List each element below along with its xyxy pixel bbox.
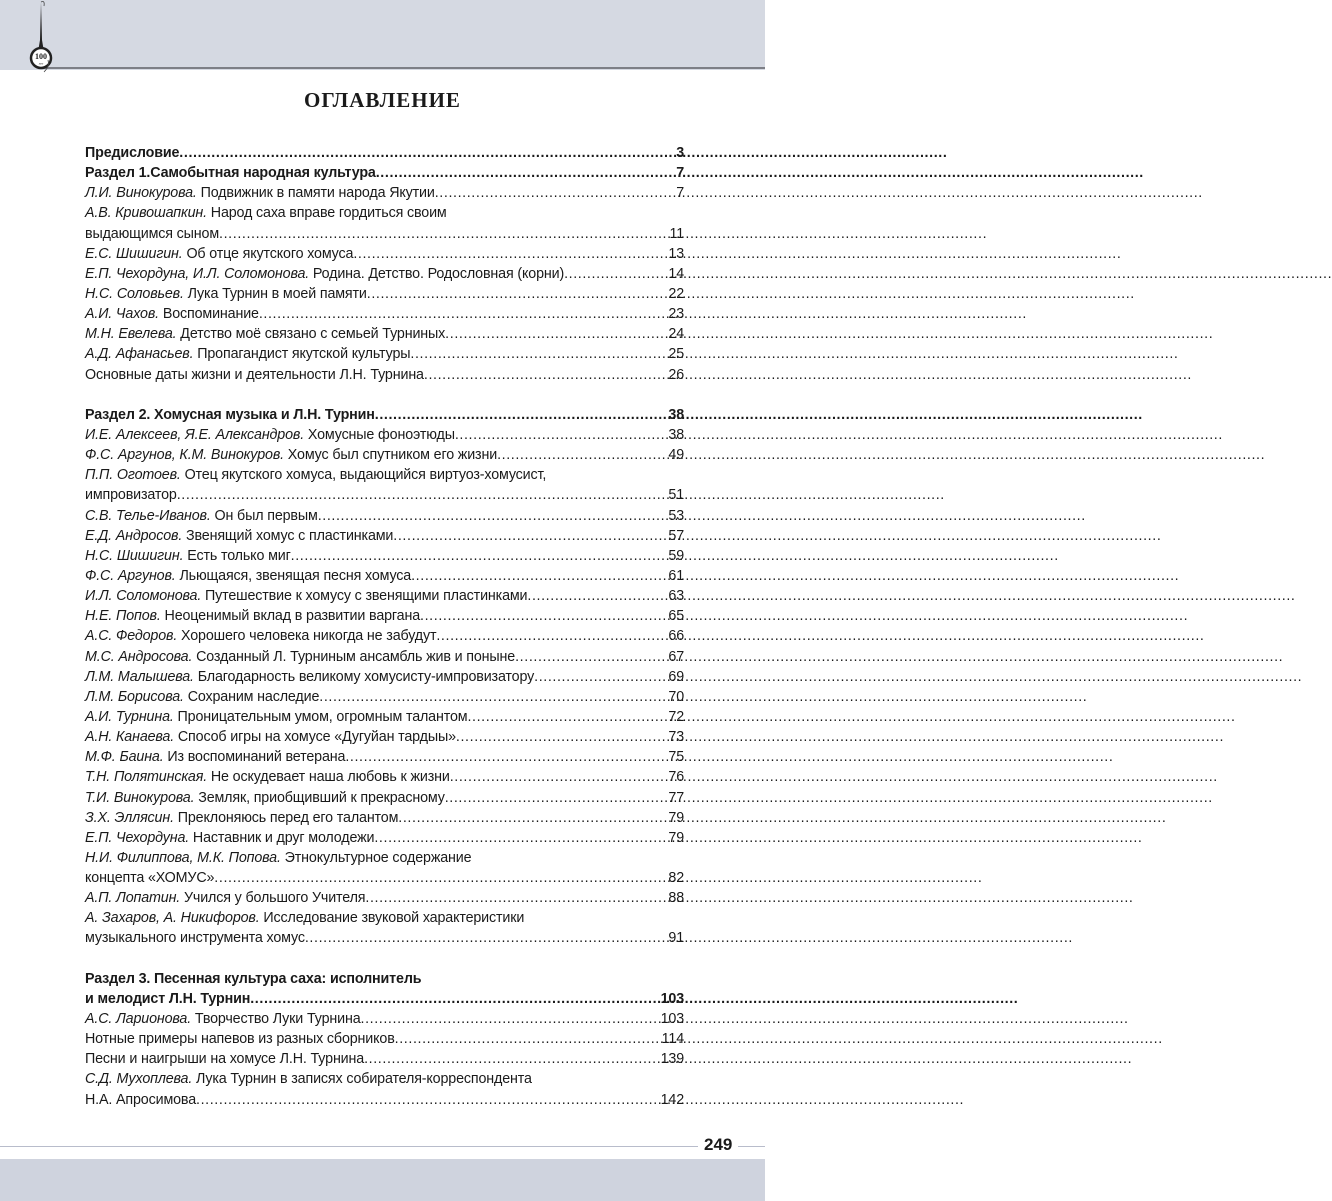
toc-title: и мелодист Л.Н. Турнин xyxy=(85,990,251,1007)
dot-leader xyxy=(445,788,668,808)
toc-title: Есть только миг xyxy=(187,547,291,564)
toc-title: Звенящий хомус с пластинками xyxy=(186,527,394,544)
toc-entry xyxy=(85,526,684,546)
toc-entry-text xyxy=(85,989,250,1009)
toc-entry-text xyxy=(85,546,291,566)
toc-title: Основные даты жизни и деятельности Л.Н. Турнина xyxy=(85,366,424,383)
toc-entry xyxy=(85,788,684,808)
toc-entry-text xyxy=(85,143,179,163)
toc-title: Сохраним наследие xyxy=(187,688,320,705)
dot-leader xyxy=(177,485,668,505)
toc-entry-text xyxy=(85,304,259,324)
toc-author: Н.С. Соловьев. xyxy=(85,285,184,302)
toc-entry xyxy=(85,344,684,364)
toc-title: Лука Турнин в моей памяти xyxy=(187,285,367,302)
toc-page-number: 70 xyxy=(668,688,684,705)
toc-entry-text xyxy=(85,1029,395,1049)
toc-title: концепта «ХОМУС» xyxy=(85,870,215,887)
toc-title: Предисловие xyxy=(85,145,180,161)
toc-title: Хомус был спутником его жизни xyxy=(287,447,498,464)
dot-leader xyxy=(445,324,667,344)
toc-entry xyxy=(85,687,684,707)
dot-leader xyxy=(305,928,668,948)
toc-entry-text xyxy=(85,586,527,606)
toc-page-number: 13 xyxy=(668,245,684,262)
toc-author: П.П. Оготоев. xyxy=(85,467,181,484)
toc-page-number: 142 xyxy=(660,1091,684,1108)
page-number: 249 xyxy=(698,1135,738,1155)
dot-leader xyxy=(361,1009,660,1029)
toc-page-number: 22 xyxy=(668,285,684,302)
toc-page-number: 61 xyxy=(668,567,684,584)
toc-author: Е.П. Чехордуна, И.Л. Соломонова. xyxy=(85,265,310,282)
toc-author: Н.Е. Попов. xyxy=(85,608,161,625)
toc-title: Земляк, приобщивший к прекрасному xyxy=(198,789,445,806)
toc-title: Н.А. Апросимова xyxy=(85,1091,197,1108)
toc-entry-text xyxy=(85,445,497,465)
toc-entry-text xyxy=(85,465,546,485)
toc-entry xyxy=(85,445,684,465)
svg-text:лет: лет xyxy=(38,61,44,66)
toc-entry-text xyxy=(85,203,447,223)
toc-entry-text xyxy=(85,183,435,203)
toc-entry-text xyxy=(85,647,515,667)
toc-page-number: 24 xyxy=(668,326,684,343)
toc-author: Е.П. Чехордуна. xyxy=(85,829,190,846)
toc-author: Е.Д. Андросов. xyxy=(85,527,183,544)
toc-entry-text xyxy=(85,566,411,586)
toc-author: М.Ф. Баина. xyxy=(85,749,164,766)
dot-leader xyxy=(219,224,668,244)
toc-title: Благодарность великому хомусисту-импровизатору xyxy=(197,668,535,685)
dot-leader xyxy=(435,183,675,203)
toc-page-number: 25 xyxy=(668,346,684,363)
toc-author: Т.Н. Полятинская. xyxy=(85,769,208,786)
toc-entry-text xyxy=(85,808,398,828)
toc-title: Раздел 2. Хомусная музыка и Л.Н. Турнин xyxy=(85,406,375,423)
toc-entry xyxy=(85,767,684,787)
toc-entry-text xyxy=(85,163,376,183)
toc-title: Раздел 3. Песенная культура саха: исполнитель xyxy=(85,970,422,987)
toc-section-heading xyxy=(85,969,684,989)
toc-author: А.С. Ларионова. xyxy=(85,1011,192,1028)
dot-leader xyxy=(364,1049,660,1069)
toc-page-number: 63 xyxy=(668,588,684,605)
toc-entry xyxy=(85,284,684,304)
dot-leader xyxy=(527,586,667,606)
dot-leader xyxy=(534,667,667,687)
toc-author: И.Л. Соломонова. xyxy=(85,588,202,605)
toc-entry-text xyxy=(85,1090,196,1110)
dot-leader xyxy=(375,405,668,425)
toc-author: А.И. Турнина. xyxy=(85,708,174,725)
toc-author: А.П. Лопатин. xyxy=(85,890,181,907)
toc-page-number: 65 xyxy=(668,608,684,625)
toc-entry-text xyxy=(85,324,445,344)
toc-page-number: 66 xyxy=(668,628,684,645)
toc-entry-text xyxy=(85,888,365,908)
toc-page-number: 76 xyxy=(668,769,684,786)
toc-title: Исследование звуковой характеристики xyxy=(263,910,525,927)
dot-leader xyxy=(456,727,667,747)
svg-text:100: 100 xyxy=(35,52,47,61)
section-gap xyxy=(85,949,684,969)
toc-title: Нотные примеры напевов из разных сборников xyxy=(85,1031,395,1048)
toc-page-number: 79 xyxy=(668,809,684,826)
toc-entry xyxy=(85,747,684,767)
dot-leader xyxy=(214,868,667,888)
toc-page-number: 38 xyxy=(668,406,684,423)
toc-entry-text xyxy=(85,868,214,888)
toc-entry xyxy=(85,1029,684,1049)
toc-entry xyxy=(85,808,684,828)
toc-author: А.В. Кривошапкин. xyxy=(85,205,207,222)
toc-title: Из воспоминаний ветерана xyxy=(167,749,346,766)
toc-title: Лука Турнин в записях собирателя-корреспондента xyxy=(196,1071,532,1088)
toc-author: Н.И. Филиппова, М.К. Попова. xyxy=(85,849,281,866)
toc-author: А.И. Чахов. xyxy=(85,306,159,323)
toc-title: Этнокультурное содержание xyxy=(284,849,472,866)
toc-page-number: 91 xyxy=(668,930,684,947)
toc-section-heading xyxy=(85,163,684,183)
toc-page-number: 11 xyxy=(669,225,684,242)
dot-leader xyxy=(259,304,668,324)
toc-entry-text xyxy=(85,606,420,626)
dot-leader xyxy=(450,767,668,787)
toc-page-number: 51 xyxy=(668,487,684,504)
toc-title: выдающимся сыном xyxy=(85,225,220,242)
toc-entry-text xyxy=(85,1069,532,1089)
toc-author: С.В. Телье-Иванов. xyxy=(85,507,211,524)
toc-page-number: 23 xyxy=(668,306,684,323)
toc-page-number: 57 xyxy=(668,527,684,544)
toc-section-heading xyxy=(85,405,684,425)
toc-title: Творчество Луки Турнина xyxy=(194,1011,361,1028)
toc-entry xyxy=(85,465,684,485)
toc-title: Отец якутского хомуса, выдающийся виртуоз-хомусист, xyxy=(184,467,547,484)
toc-author: А.Н. Канаева. xyxy=(85,729,175,746)
toc-page-number: 69 xyxy=(668,668,684,685)
toc-entry-text xyxy=(85,667,534,687)
toc-entry xyxy=(85,425,684,445)
toc-entry xyxy=(85,203,684,223)
dot-leader xyxy=(319,687,667,707)
toc-page-number: 14 xyxy=(668,265,684,282)
toc-page-number: 114 xyxy=(661,1031,684,1048)
toc-author: А.С. Федоров. xyxy=(85,628,178,645)
toc-entry xyxy=(85,727,684,747)
toc-section-heading xyxy=(85,143,684,163)
footer-band xyxy=(0,1159,765,1201)
toc-author: Е.С. Шишигин. xyxy=(85,245,183,262)
toc-title: Народ саха вправе гордиться своим xyxy=(210,205,447,222)
toc-entry-text xyxy=(85,526,393,546)
dot-leader xyxy=(564,264,667,284)
toc-entry xyxy=(85,183,684,203)
toc-title: Он был первым xyxy=(214,507,318,524)
toc-author: Н.С. Шишигин. xyxy=(85,547,184,564)
dot-leader xyxy=(395,1029,661,1049)
toc-page-number: 38 xyxy=(668,426,684,443)
toc-entry-text xyxy=(85,707,467,727)
dot-leader xyxy=(436,626,667,646)
toc-page-number: 67 xyxy=(668,648,684,665)
dot-leader xyxy=(365,888,667,908)
toc-title: Родина. Детство. Родословная (корни) xyxy=(312,265,565,282)
toc-title: Детство моё связано с семьей Турниных xyxy=(180,326,446,343)
toc-entry-text xyxy=(85,425,455,445)
toc-entry xyxy=(85,324,684,344)
toc-entry xyxy=(85,868,684,888)
toc-author: А. Захаров, А. Никифоров. xyxy=(85,910,260,927)
toc-entry xyxy=(85,707,684,727)
dot-leader xyxy=(345,747,667,767)
toc-entry xyxy=(85,224,684,244)
header-rule xyxy=(40,67,765,69)
header-band xyxy=(0,0,765,70)
toc-author: Л.М. Борисова. xyxy=(85,688,184,705)
toc-title: Воспоминание xyxy=(162,306,259,323)
toc-author: Ф.С. Аргунов. xyxy=(85,567,176,584)
toc-title: Подвижник в памяти народа Якутии xyxy=(200,185,435,202)
toc-entry xyxy=(85,647,684,667)
toc-title: Хомусные фоноэтюды xyxy=(307,426,455,443)
toc-entry xyxy=(85,606,684,626)
page-title: ОГЛАВЛЕНИЕ xyxy=(304,88,461,112)
toc-entry-text xyxy=(85,264,564,284)
toc-entry-text xyxy=(85,848,471,868)
toc-entry-text xyxy=(85,244,353,264)
dot-leader xyxy=(455,425,668,445)
toc-author: А.Д. Афанасьев. xyxy=(85,346,194,363)
toc-entry xyxy=(85,1090,684,1110)
toc-title: Не оскудевает наша любовь к жизни xyxy=(210,769,450,786)
toc-entry xyxy=(85,1009,684,1029)
toc-entry xyxy=(85,304,684,324)
dot-leader xyxy=(318,506,668,526)
toc-author: Ф.С. Аргунов, К.М. Винокуров. xyxy=(85,447,284,464)
toc-page-number: 49 xyxy=(668,447,684,464)
toc-entry-text xyxy=(85,687,319,707)
toc-page-number: 88 xyxy=(668,890,684,907)
toc-entry xyxy=(85,1069,684,1089)
toc-title: Раздел 1.Самобытная народная культура xyxy=(85,165,376,182)
toc-entry-text xyxy=(85,284,367,304)
toc-title: Наставник и друг молодежи xyxy=(192,829,375,846)
dot-leader xyxy=(250,989,659,1009)
dot-leader xyxy=(196,1090,660,1110)
dot-leader xyxy=(515,647,667,667)
dot-leader xyxy=(467,707,667,727)
toc-page-number: 139 xyxy=(660,1051,684,1068)
dot-leader xyxy=(179,143,675,163)
toc-page-number: 26 xyxy=(668,366,684,383)
toc-title: Путешествие к хомусу с звенящими пластинками xyxy=(205,588,528,605)
toc-title: Об отце якутского хомуса xyxy=(186,245,354,262)
toc-page-number: 7 xyxy=(676,165,684,182)
dot-leader xyxy=(374,828,667,848)
toc-title: Учился у большого Учителя xyxy=(183,890,366,907)
toc-title: Льющаяся, звенящая песня хомуса xyxy=(179,567,412,584)
toc-author: М.С. Андросова. xyxy=(85,648,193,665)
toc-title: Неоценимый вклад в развитии варгана xyxy=(164,608,421,625)
toc-author: Л.М. Малышева. xyxy=(85,668,194,685)
toc-entry-text xyxy=(85,344,410,364)
toc-page-number: 75 xyxy=(668,749,684,766)
footer-rule xyxy=(0,1146,765,1147)
toc-title: Пропагандист якутской культуры xyxy=(197,346,411,363)
toc-entry-text xyxy=(85,485,177,505)
toc-entry xyxy=(85,1049,684,1069)
toc-entry xyxy=(85,264,684,284)
toc-entry-text xyxy=(85,405,375,425)
table-of-contents xyxy=(85,143,684,1110)
dot-leader xyxy=(393,526,667,546)
jubilee-logo-icon xyxy=(26,0,56,78)
toc-entry xyxy=(85,908,684,928)
dot-leader xyxy=(411,566,667,586)
dot-leader xyxy=(497,445,667,465)
dot-leader xyxy=(353,244,667,264)
toc-entry xyxy=(85,244,684,264)
toc-page-number: 103 xyxy=(660,990,684,1007)
dot-leader xyxy=(291,546,668,566)
toc-entry-text xyxy=(85,969,421,989)
toc-entry xyxy=(85,586,684,606)
toc-entry xyxy=(85,667,684,687)
toc-title: Созданный Л. Турниным ансамбль жив и поныне xyxy=(196,648,516,665)
toc-entry xyxy=(85,485,684,505)
toc-entry-text xyxy=(85,224,219,244)
toc-author: Т.И. Винокурова. xyxy=(85,789,195,806)
dot-leader xyxy=(420,606,667,626)
toc-entry-text xyxy=(85,1049,364,1069)
toc-entry xyxy=(85,546,684,566)
dot-leader xyxy=(410,344,667,364)
toc-title: Песни и наигрыши на хомусе Л.Н. Турнина xyxy=(85,1051,365,1068)
section-gap xyxy=(85,385,684,405)
toc-page-number: 79 xyxy=(668,829,684,846)
toc-page-number: 77 xyxy=(668,789,684,806)
toc-title: импровизатор xyxy=(85,487,177,504)
toc-title: Способ игры на хомусе «Дугуйан тардыы» xyxy=(177,729,456,746)
dot-leader xyxy=(424,365,668,385)
dot-leader xyxy=(398,808,667,828)
dot-leader xyxy=(367,284,668,304)
toc-page-number: 72 xyxy=(668,708,684,725)
toc-page-number: 53 xyxy=(668,507,684,524)
toc-page-number: 7 xyxy=(676,185,684,202)
toc-entry xyxy=(85,888,684,908)
toc-page-number: 103 xyxy=(660,1011,684,1028)
toc-author: З.Х. Эллясин. xyxy=(85,809,174,826)
toc-entry-text xyxy=(85,626,436,646)
toc-title: Проницательным умом, огромным талантом xyxy=(177,708,468,725)
toc-page-number: 3 xyxy=(676,145,684,161)
toc-title: музыкального инструмента хомус xyxy=(85,930,305,947)
toc-page-number: 73 xyxy=(668,729,684,746)
dot-leader xyxy=(376,163,675,183)
toc-entry-text xyxy=(85,828,374,848)
toc-entry xyxy=(85,566,684,586)
toc-entry-text xyxy=(85,365,424,385)
toc-entry-text xyxy=(85,506,318,526)
toc-entry-text xyxy=(85,1009,361,1029)
toc-page-number: 59 xyxy=(668,547,684,564)
toc-author: И.Е. Алексеев, Я.Е. Александров. xyxy=(85,426,305,443)
toc-entry-text xyxy=(85,747,345,767)
toc-entry-text xyxy=(85,767,450,787)
toc-author: М.Н. Евелева. xyxy=(85,326,177,343)
toc-title: Преклоняюсь перед его талантом xyxy=(177,809,399,826)
toc-author: С.Д. Мухоплева. xyxy=(85,1071,193,1088)
toc-entry-text xyxy=(85,928,305,948)
toc-page-number: 82 xyxy=(668,870,684,887)
toc-entry xyxy=(85,828,684,848)
toc-entry-text xyxy=(85,908,524,928)
toc-entry xyxy=(85,928,684,948)
toc-entry xyxy=(85,626,684,646)
toc-entry xyxy=(85,848,684,868)
toc-entry-text xyxy=(85,727,456,747)
toc-entry-text xyxy=(85,788,445,808)
toc-entry xyxy=(85,506,684,526)
toc-section-heading xyxy=(85,989,684,1009)
toc-entry xyxy=(85,365,684,385)
toc-title: Хорошего человека никогда не забудут xyxy=(181,628,437,645)
toc-author: Л.И. Винокурова. xyxy=(85,185,197,202)
